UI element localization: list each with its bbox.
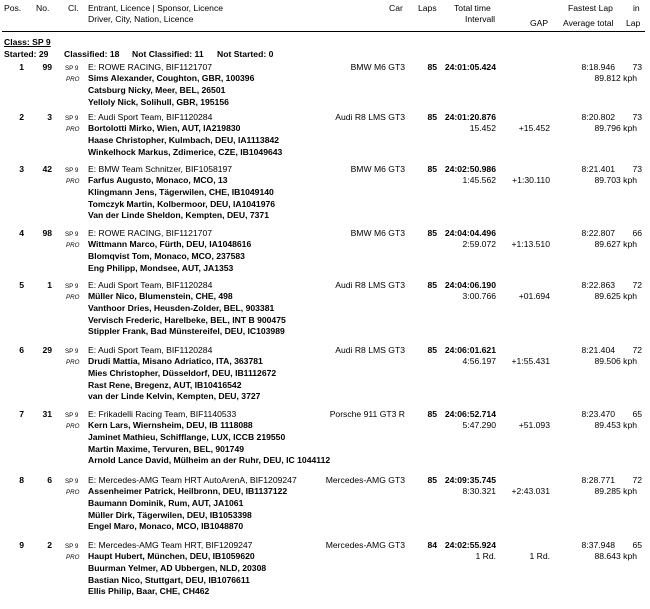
entry-driver: Winkelhock Markus, Zdimerice, CZE, IB1049643 bbox=[88, 146, 283, 157]
entry-driver: Catsburg Nicky, Meer, BEL, 26501 bbox=[88, 84, 226, 95]
entry-driver: Kern Lars, Wiernsheim, DEU, IB 1118088 bbox=[88, 420, 253, 430]
entry-total-time: 24:09:35.745 bbox=[444, 475, 496, 485]
entry-driver: Sims Alexander, Coughton, GBR, 100396 bbox=[88, 73, 255, 83]
entry-gap: +51.093 bbox=[518, 420, 550, 430]
header-pos: Pos. bbox=[4, 3, 22, 13]
entry-car: Mercedes-AMG GT3 bbox=[325, 475, 405, 485]
entry-laps: 85 bbox=[427, 280, 437, 290]
entry-no: 29 bbox=[42, 345, 52, 355]
entry-class: SP 9 bbox=[65, 115, 79, 122]
entry-driver: Baumann Dominik, Rum, AUT, JA1061 bbox=[88, 497, 244, 508]
entry-driver: Engel Maro, Monaco, MCO, IB1048870 bbox=[88, 521, 244, 532]
entry-laps: 85 bbox=[427, 475, 437, 485]
entry-car: Audi R8 LMS GT3 bbox=[335, 280, 405, 290]
entry-driver: Farfus Augusto, Monaco, MCO, 13 bbox=[88, 175, 228, 185]
entry-intervall: 1:45.562 bbox=[462, 175, 496, 185]
header-average-total: Average total bbox=[563, 18, 614, 28]
entry-driver: Haupt Hubert, München, DEU, IB1059620 bbox=[88, 551, 255, 561]
header-gap: GAP bbox=[530, 18, 549, 28]
entry-gap: +2:43.031 bbox=[511, 486, 550, 496]
entry-driver: van der Linde Kelvin, Kempten, DEU, 3727 bbox=[88, 391, 261, 402]
summary-classified: Classified: 18 bbox=[64, 49, 120, 59]
entry-laps: 85 bbox=[427, 164, 437, 174]
entry-laps: 85 bbox=[427, 409, 437, 419]
entry-driver: Müller Nico, Blumenstein, CHE, 498 bbox=[88, 291, 233, 301]
header-car: Car bbox=[389, 3, 403, 13]
entry-class-category: PRO bbox=[66, 178, 80, 185]
entry-car: Audi R8 LMS GT3 bbox=[335, 345, 405, 355]
entry-in-lap: 72 bbox=[632, 280, 642, 290]
entry-no: 1 bbox=[47, 280, 52, 290]
entry-in-lap: 72 bbox=[632, 475, 642, 485]
entry-driver: Haase Christopher, Kulmbach, DEU, IA1113842 bbox=[88, 134, 280, 145]
entry-class-category: PRO bbox=[66, 489, 80, 496]
entry-pos: 5 bbox=[19, 280, 24, 290]
entry-pos: 3 bbox=[19, 164, 24, 174]
entry-class: SP 9 bbox=[65, 283, 79, 290]
entry-class-category: PRO bbox=[66, 359, 80, 366]
entry-gap: +1:13.510 bbox=[511, 239, 550, 249]
entry-entrant: E: BMW Team Schnitzer, BIF1058197 bbox=[88, 164, 233, 174]
entry-pos: 6 bbox=[19, 345, 24, 355]
entry-intervall: 1 Rd. bbox=[475, 551, 496, 561]
entry-gap: +01.694 bbox=[518, 291, 550, 301]
header-divider bbox=[2, 31, 645, 32]
entry-gap: +1:30.110 bbox=[512, 175, 550, 185]
entry-in-lap: 66 bbox=[632, 228, 642, 238]
entry-driver: Bortolotti Mirko, Wien, AUT, IA219830 bbox=[88, 123, 241, 133]
entry-class: SP 9 bbox=[65, 231, 79, 238]
header-cl: Cl. bbox=[68, 3, 79, 13]
summary-not-started: Not Started: 0 bbox=[217, 49, 274, 59]
entry-class-category: PRO bbox=[66, 554, 80, 561]
entry-entrant: E: Mercedes-AMG Team HRT, BIF1209247 bbox=[88, 540, 253, 550]
header-laps: Laps bbox=[418, 3, 437, 13]
header-intervall: Intervall bbox=[465, 14, 496, 24]
header-lap: Lap bbox=[626, 18, 641, 28]
entry-total-time: 24:06:52.714 bbox=[444, 409, 496, 419]
entry-no: 31 bbox=[42, 409, 52, 419]
entry-pos: 2 bbox=[19, 112, 24, 122]
entry-total-time: 24:04:06.190 bbox=[444, 280, 496, 290]
entry-fastest-lap: 8:20.802 bbox=[581, 112, 615, 122]
entry-fastest-lap: 8:21.401 bbox=[581, 164, 615, 174]
entry-intervall: 8:30.321 bbox=[462, 486, 496, 496]
entry-driver: Jaminet Mathieu, Schifflange, LUX, ICCB 219550 bbox=[88, 431, 286, 442]
entry-fastest-lap: 8:22.863 bbox=[581, 280, 615, 290]
entry-total-time: 24:04:04.496 bbox=[444, 228, 496, 238]
class-title: Class: SP 9 bbox=[4, 37, 51, 47]
entry-driver: Arnold Lance David, Mülheim an der Ruhr, DEU, IC 1044112 bbox=[88, 455, 331, 466]
entry-driver: Mies Christopher, Düsseldorf, DEU, IB1112672 bbox=[88, 367, 277, 378]
entry-driver: Klingmann Jens, Tägerwilen, CHE, IB1049140 bbox=[88, 186, 274, 197]
entry-car: BMW M6 GT3 bbox=[350, 228, 405, 238]
entry-in-lap: 73 bbox=[632, 112, 642, 122]
entry-entrant: E: Mercedes-AMG Team HRT AutoArenA, BIF1209247 bbox=[88, 475, 297, 485]
entry-driver: Tomczyk Martin, Kolbermoor, DEU, IA1041976 bbox=[88, 198, 276, 209]
entry-pos: 8 bbox=[19, 475, 24, 485]
entry-no: 98 bbox=[42, 228, 52, 238]
entry-total-time: 24:02:50.986 bbox=[444, 164, 496, 174]
entry-driver: Blomqvist Tom, Monaco, MCO, 237583 bbox=[88, 250, 245, 261]
entry-class: SP 9 bbox=[65, 65, 79, 72]
entry-in-lap: 72 bbox=[632, 345, 642, 355]
entry-driver: Eng Philipp, Mondsee, AUT, JA1353 bbox=[88, 262, 234, 273]
entry-laps: 85 bbox=[427, 345, 437, 355]
entry-class: SP 9 bbox=[65, 348, 79, 355]
entry-laps: 85 bbox=[427, 228, 437, 238]
entry-pos: 7 bbox=[19, 409, 24, 419]
entry-no: 2 bbox=[47, 540, 52, 550]
entry-in-lap: 65 bbox=[632, 540, 642, 550]
entry-driver: Vanthoor Dries, Heusden-Zolder, BEL, 903381 bbox=[88, 302, 275, 313]
entry-driver: Martin Maxime, Tervuren, BEL, 901749 bbox=[88, 443, 245, 454]
entry-class: SP 9 bbox=[65, 167, 79, 174]
entry-intervall: 15.452 bbox=[469, 123, 496, 133]
summary-started: Started: 29 bbox=[4, 49, 49, 59]
entry-total-time: 24:06:01.621 bbox=[444, 345, 496, 355]
entry-in-lap: 73 bbox=[632, 62, 642, 72]
header-entrant: Entrant, Licence | Sponsor, Licence bbox=[88, 3, 224, 13]
entry-laps: 84 bbox=[427, 540, 437, 550]
entry-no: 6 bbox=[47, 475, 52, 485]
entry-average: 89.285 kph bbox=[594, 486, 637, 496]
entry-entrant: E: Frikadelli Racing Team, BIF1140533 bbox=[88, 409, 237, 419]
entry-pos: 9 bbox=[19, 540, 24, 550]
entry-average: 88.643 kph bbox=[594, 551, 637, 561]
entry-car: BMW M6 GT3 bbox=[350, 62, 405, 72]
entry-driver: Stippler Frank, Bad Münstereifel, DEU, IC103989 bbox=[88, 326, 285, 337]
entry-class: SP 9 bbox=[65, 412, 79, 419]
entry-driver: Bastian Nico, Stuttgart, DEU, IB1076611 bbox=[88, 574, 250, 585]
entry-intervall: 5:47.290 bbox=[462, 420, 496, 430]
entry-total-time: 24:02:55.924 bbox=[444, 540, 496, 550]
entry-entrant: E: ROWE RACING, BIF1121707 bbox=[88, 228, 213, 238]
entry-gap: +1:55.431 bbox=[511, 356, 550, 366]
entry-average: 89.453 kph bbox=[594, 420, 637, 430]
entry-average: 89.703 kph bbox=[594, 175, 637, 185]
entry-driver: Yelloly Nick, Solihull, GBR, 195156 bbox=[88, 96, 229, 107]
entry-car: Audi R8 LMS GT3 bbox=[335, 112, 405, 122]
header-in: in bbox=[633, 3, 640, 13]
entry-class: SP 9 bbox=[65, 478, 79, 485]
entry-fastest-lap: 8:18.946 bbox=[581, 62, 615, 72]
entry-average: 89.627 kph bbox=[594, 239, 637, 249]
entry-intervall: 3:00.766 bbox=[462, 291, 496, 301]
entry-driver: Vervisch Frederic, Harelbeke, BEL, INT B 900475 bbox=[88, 314, 286, 325]
header-total-time: Total time bbox=[454, 3, 491, 13]
entry-no: 3 bbox=[47, 112, 52, 122]
entry-intervall: 4:56.197 bbox=[462, 356, 496, 366]
entry-driver: Ellis Philip, Baar, CHE, CH462 bbox=[88, 586, 210, 597]
entry-laps: 85 bbox=[427, 62, 437, 72]
entry-fastest-lap: 8:28.771 bbox=[581, 475, 615, 485]
entry-entrant: E: Audi Sport Team, BIF1120284 bbox=[88, 345, 213, 355]
entry-driver: Wittmann Marco, Fürth, DEU, IA1048616 bbox=[88, 239, 252, 249]
entry-average: 89.506 kph bbox=[594, 356, 637, 366]
entry-average: 89.625 kph bbox=[594, 291, 637, 301]
entry-average: 89.812 kph bbox=[594, 73, 637, 83]
entry-driver: Drudi Mattia, Misano Adriatico, ITA, 363781 bbox=[88, 356, 263, 366]
entry-car: BMW M6 GT3 bbox=[350, 164, 405, 174]
header-no: No. bbox=[36, 3, 50, 13]
header-fastest-lap: Fastest Lap bbox=[568, 3, 613, 13]
entry-driver: Assenheimer Patrick, Heilbronn, DEU, IB1137122 bbox=[88, 486, 288, 496]
entry-car: Mercedes-AMG GT3 bbox=[325, 540, 405, 550]
entry-entrant: E: Audi Sport Team, BIF1120284 bbox=[88, 280, 213, 290]
entry-total-time: 24:01:05.424 bbox=[444, 62, 496, 72]
entry-entrant: E: ROWE RACING, BIF1121707 bbox=[88, 62, 213, 72]
entry-class-category: PRO bbox=[66, 242, 80, 249]
entry-no: 99 bbox=[42, 62, 52, 72]
entry-driver: Buurman Yelmer, AD Ubbergen, NLD, 20308 bbox=[88, 562, 267, 573]
entry-fastest-lap: 8:21.404 bbox=[581, 345, 615, 355]
entry-gap: +15.452 bbox=[518, 123, 550, 133]
entry-entrant: E: Audi Sport Team, BIF1120284 bbox=[88, 112, 213, 122]
summary-not-classified: Not Classified: 11 bbox=[132, 49, 204, 59]
entry-fastest-lap: 8:23.470 bbox=[581, 409, 615, 419]
entry-class-category: PRO bbox=[66, 76, 80, 83]
entry-no: 42 bbox=[42, 164, 52, 174]
entry-driver: Müller Dirk, Tägerwilen, DEU, IB1053398 bbox=[88, 509, 252, 520]
entry-pos: 1 bbox=[19, 62, 24, 72]
entry-intervall: 2:59.072 bbox=[462, 239, 496, 249]
entry-fastest-lap: 8:22.807 bbox=[581, 228, 615, 238]
entry-gap: 1 Rd. bbox=[529, 551, 550, 561]
entry-driver: Van der Linde Sheldon, Kempten, DEU, 7371 bbox=[88, 210, 269, 221]
entry-laps: 85 bbox=[427, 112, 437, 122]
entry-class-category: PRO bbox=[66, 294, 80, 301]
entry-class-category: PRO bbox=[66, 126, 80, 133]
entry-driver: Rast Rene, Bregenz, AUT, IB10416542 bbox=[88, 379, 242, 390]
entry-class-category: PRO bbox=[66, 423, 80, 430]
entry-total-time: 24:01:20.876 bbox=[444, 112, 496, 122]
entry-pos: 4 bbox=[19, 228, 24, 238]
entry-fastest-lap: 8:37.948 bbox=[581, 540, 615, 550]
entry-class: SP 9 bbox=[65, 543, 79, 550]
header-driver: Driver, City, Nation, Licence bbox=[88, 14, 194, 24]
entry-in-lap: 73 bbox=[632, 164, 642, 174]
entry-in-lap: 65 bbox=[632, 409, 642, 419]
entry-average: 89.796 kph bbox=[594, 123, 637, 133]
entry-car: Porsche 911 GT3 R bbox=[329, 409, 405, 419]
